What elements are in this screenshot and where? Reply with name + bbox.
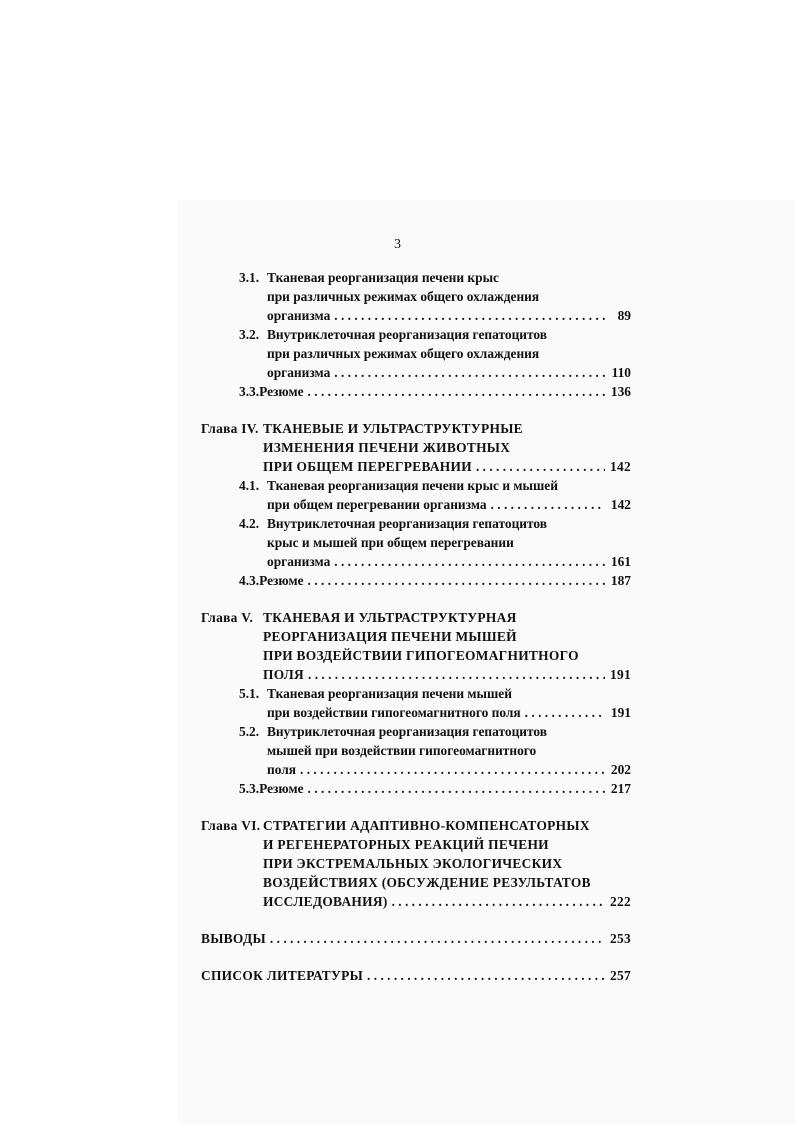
entry-title-line: при воздействии гипогеомагнитного поля xyxy=(267,705,521,720)
chapter-title-line: ВОЗДЕЙСТВИЯХ (ОБСУЖДЕНИЕ РЕЗУЛЬТАТОВ xyxy=(263,875,591,890)
chapter-title-line: И РЕГЕНЕРАТОРНЫХ РЕАКЦИЙ ПЕЧЕНИ xyxy=(263,837,549,852)
entry-title-line: при общем перегревании организма xyxy=(267,497,487,512)
toc-entry-3-2[interactable] xyxy=(201,325,631,382)
section-number: 3.1. xyxy=(239,270,260,285)
chapter-title-line: ИЗМЕНЕНИЯ ПЕЧЕНИ ЖИВОТНЫХ xyxy=(263,440,511,455)
toc-entry-5-2[interactable] xyxy=(201,722,631,779)
entry-title-line: ВЫВОДЫ xyxy=(201,931,266,946)
dot-leader xyxy=(491,495,605,514)
dot-leader xyxy=(308,779,605,798)
page-ref: 222 xyxy=(610,894,631,909)
chapter-title-line: ИССЛЕДОВАНИЯ) xyxy=(263,894,388,909)
dot-leader xyxy=(308,382,605,401)
section-number: 3.3. xyxy=(239,384,260,399)
dot-leader xyxy=(392,892,605,911)
chapter-title-line: ТКАНЕВЫЕ И УЛЬТРАСТРУКТУРНЫЕ xyxy=(263,421,523,436)
page-ref: 191 xyxy=(610,705,631,720)
entry-title-line: организма xyxy=(267,554,331,569)
page-ref: 89 xyxy=(617,308,631,323)
chapter-title-line: ТКАНЕВАЯ И УЛЬТРАСТРУКТУРНАЯ xyxy=(263,610,517,625)
table-of-contents xyxy=(201,268,631,985)
toc-conclusions[interactable] xyxy=(201,929,631,948)
entry-title-line: Тканевая реорганизация печени крыс xyxy=(267,270,499,285)
entry-title-line: при различных режимах общего охлаждения xyxy=(267,346,540,361)
page-ref: 257 xyxy=(610,968,631,983)
section-number: 3.2. xyxy=(239,327,260,342)
section-number: 5.2. xyxy=(239,724,260,739)
entry-title-line: мышей при воздействии гипогеомагнитного xyxy=(267,743,537,758)
chapter-title-line: СТРАТЕГИИ АДАПТИВНО-КОМПЕНСАТОРНЫХ xyxy=(263,818,590,833)
toc-entry-4-2[interactable] xyxy=(201,514,631,571)
toc-chapter-6[interactable] xyxy=(201,816,631,911)
dot-leader xyxy=(367,966,605,985)
chapter-label: Глава V. xyxy=(201,610,254,625)
chapter-title-line: ПОЛЯ xyxy=(263,667,305,682)
page-ref: 136 xyxy=(610,384,631,399)
page-ref: 217 xyxy=(610,781,631,796)
section-number: 5.1. xyxy=(239,686,260,701)
section-number: 5.3. xyxy=(239,781,260,796)
dot-leader xyxy=(476,457,605,476)
page-ref: 202 xyxy=(610,762,631,777)
entry-title-line: Тканевая реорганизация печени крыс и мышей xyxy=(267,478,558,493)
entry-title-line: Внутриклеточная реорганизация гепатоцитов xyxy=(267,516,547,531)
entry-title-line: Резюме xyxy=(259,384,304,399)
dot-leader xyxy=(334,552,605,571)
dot-leader xyxy=(525,703,605,722)
entry-title-line: организма xyxy=(267,308,331,323)
page-ref: 253 xyxy=(610,931,631,946)
section-number: 4.2. xyxy=(239,516,260,531)
dot-leader xyxy=(308,571,605,590)
toc-entry-5-3[interactable] xyxy=(201,779,631,798)
chapter-title-line: ПРИ ВОЗДЕЙСТВИИ ГИПОГЕОМАГНИТНОГО xyxy=(263,648,579,663)
chapter-label: Глава IV. xyxy=(201,421,259,436)
entry-title-line: Резюме xyxy=(259,573,304,588)
entry-title-line: Резюме xyxy=(259,781,304,796)
section-number: 4.1. xyxy=(239,478,260,493)
toc-entry-3-3[interactable] xyxy=(201,382,631,401)
toc-chapter-5[interactable] xyxy=(201,608,631,684)
entry-title-line: Внутриклеточная реорганизация гепатоцитов xyxy=(267,327,547,342)
page-ref: 187 xyxy=(610,573,631,588)
dot-leader xyxy=(270,929,605,948)
section-number: 4.3. xyxy=(239,573,260,588)
toc-entry-5-1[interactable] xyxy=(201,684,631,722)
toc-entry-3-1[interactable] xyxy=(201,268,631,325)
page-ref: 161 xyxy=(610,554,631,569)
entry-title-line: Тканевая реорганизация печени мышей xyxy=(267,686,512,701)
dot-leader xyxy=(334,363,605,382)
entry-title-line: Внутриклеточная реорганизация гепатоцитов xyxy=(267,724,547,739)
toc-entry-4-3[interactable] xyxy=(201,571,631,590)
entry-title-line: организма xyxy=(267,365,331,380)
page-ref: 142 xyxy=(610,459,631,474)
chapter-label: Глава VI. xyxy=(201,818,261,833)
dot-leader xyxy=(334,306,605,325)
chapter-title-line: ПРИ ЭКСТРЕМАЛЬНЫХ ЭКОЛОГИЧЕСКИХ xyxy=(263,856,563,871)
entry-title-line: СПИСОК ЛИТЕРАТУРЫ xyxy=(201,968,364,983)
toc-references[interactable] xyxy=(201,966,631,985)
page-ref: 191 xyxy=(610,667,631,682)
entry-title-line: крыс и мышей при общем перегревании xyxy=(267,535,514,550)
page-number: 3 xyxy=(394,237,401,252)
entry-title-line: поля xyxy=(267,762,296,777)
chapter-title-line: РЕОРГАНИЗАЦИЯ ПЕЧЕНИ МЫШЕЙ xyxy=(263,629,517,644)
toc-chapter-4[interactable] xyxy=(201,419,631,476)
page-ref: 110 xyxy=(611,365,631,380)
toc-entry-4-1[interactable] xyxy=(201,476,631,514)
chapter-title-line: ПРИ ОБЩЕМ ПЕРЕГРЕВАНИИ xyxy=(263,459,472,474)
entry-title-line: при различных режимах общего охлаждения xyxy=(267,289,540,304)
dot-leader xyxy=(300,760,605,779)
dot-leader xyxy=(308,665,605,684)
page-ref: 142 xyxy=(610,497,631,512)
